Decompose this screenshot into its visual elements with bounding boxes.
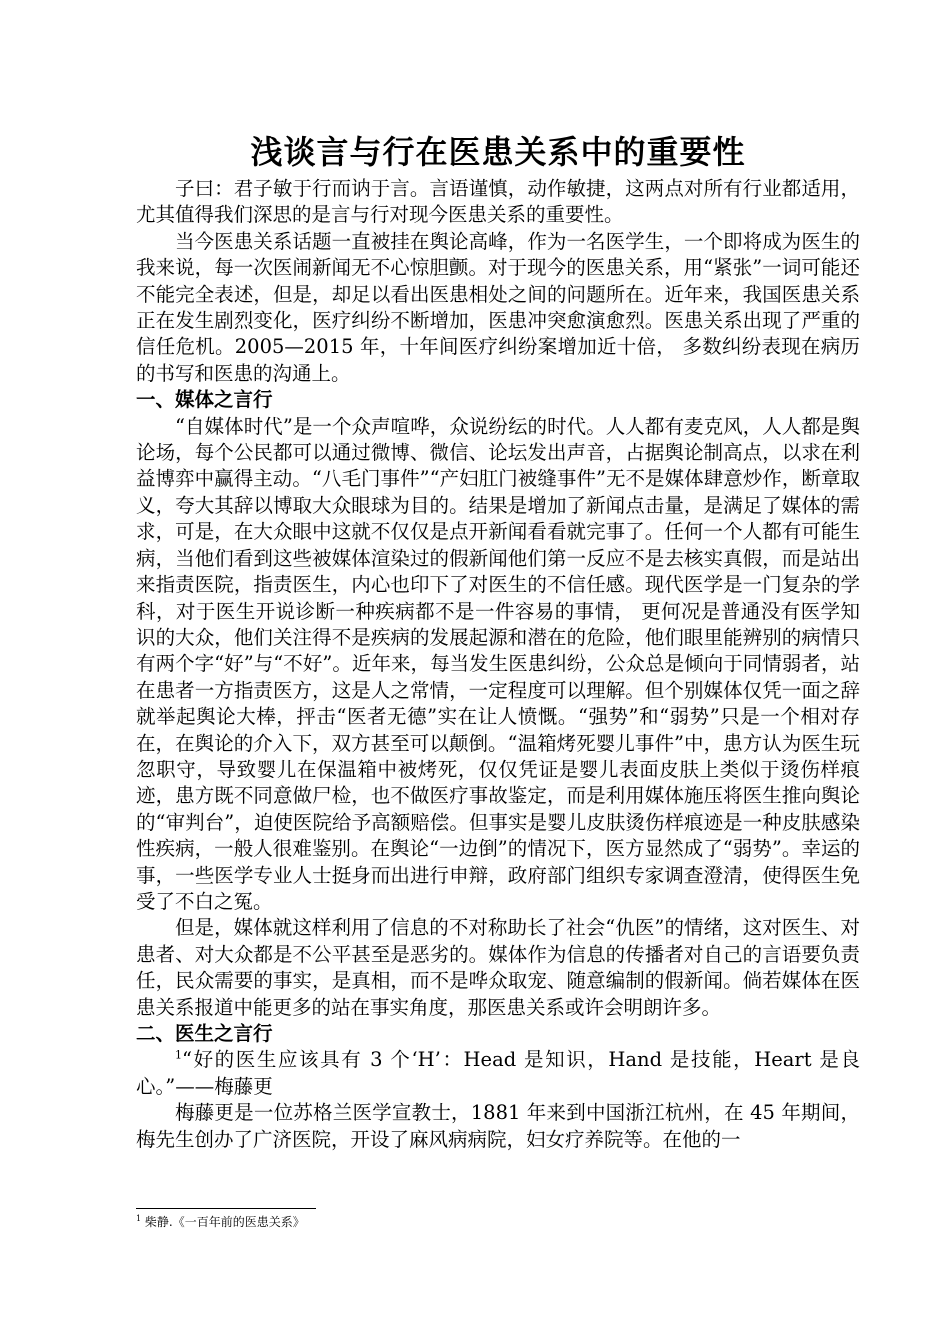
doctor-paragraph-1: 梅藤更是一位苏格兰医学宣教士，1881 年来到中国浙江杭州，在 45 年期间，梅先生创办了广济医院，开设了麻风病病院，妇女疗养院等。在他的一 (136, 1101, 860, 1151)
intro-paragraph-2: 当今医患关系话题一直被挂在舆论高峰，作为一名医学生，一个即将成为医生的我来说，每一次医闹新闻无不心惊胆颤。对于现今的医患关系，用“紧张”一词可能还不能完全表述，但是，却足以看出医患相处之间的问题所在。近年来，我国医患关系正在发生剧烈变化，医疗纠纷不断增加，医患冲突愈演愈烈。医患关系出现了严重的信任危机。2005—2015 年，十年间医疗纠纷案增加近十倍， 多数纠纷表现在病历的书写和医患的沟通上。 (136, 229, 860, 385)
section-heading-media: 一、媒体之言行 (136, 388, 273, 412)
section-heading-doctor: 二、医生之言行 (136, 1022, 273, 1045)
doctor-quote-paragraph (136, 1047, 860, 1100)
footnote-number: 1 (136, 1214, 142, 1223)
intro-paragraph-1: 子曰：君子敏于行而讷于言。言语谨慎，动作敏捷，这两点对所有行业都适用， 尤其值得我们深思的是言与行对现今医患关系的重要性。 (136, 177, 860, 227)
document-title: 浅谈言与行在医患关系中的重要性 (250, 133, 746, 171)
media-paragraph-1: “自媒体时代”是一个众声喧哗，众说纷纭的时代。人人都有麦克风，人人都是舆论场，每个公民都可以通过微博、微信、论坛发出声音，占据舆论制高点，以求在利益博弈中赢得主动。“八毛门事件”“产妇肛门被缝事件”无不是媒体肆意炒作，断章取义，夸大其辞以博取大众眼球为目的。结果是增加了新闻点击量，是满足了媒体的需求，可是，在大众眼中这就不仅仅是点开新闻看看就完事了。任何一个人都有可能生病，当他们看到这些被媒体渲染过的假新闻他们第一反应不是去核实真假，而是站出来指责医院，指责医生，内心也印下了对医生的不信任感。现代医学是一门复杂的学科，对于医生开说诊断一种疾病都不是一件容易的事情， 更何况是普通没有医学知识的大众，他们关注得不是疾病的发展起源和潜在的危险，他们眼里能辨别的病情只有两个字“好”与“不好”。近年来，每当发生医患纠纷，公众总是倾向于同情弱者，站在患者一方指责医方，这是人之常情，一定程度可以理解。但个别媒体仅凭一面之辞就举起舆论大棒，抨击“医者无德”实在让人愤慨。“强势”和“弱势”只是一个相对存在，在舆论的介入下，双方甚至可以颠倒。“温箱烤死婴儿事件”中，患方认为医生玩忽职守，导致婴儿在保温箱中被烤死，仅仅凭证是婴儿表面皮肤上类似于烫伤样痕迹，患方既不同意做尸检，也不做医疗事故鉴定，而是利用媒体施压将医生推向舆论的“审判台”，迫使医院给予高额赔偿。但事实是婴儿皮肤烫伤样痕迹是一种皮肤感染性疾病，一般人很难鉴别。在舆论“一边倒”的情况下，医方显然成了“弱势”。幸运的事，一些医学专业人士挺身而出进行申辩，政府部门组织专家调查澄清，使得医生免受了不白之冤。 (136, 414, 860, 913)
footnote-separator (136, 1208, 316, 1209)
footnote-text: 柴静.《一百年前的医患关系》 (144, 1215, 305, 1229)
footnote (136, 1213, 305, 1231)
document-page (136, 128, 860, 1153)
media-paragraph-2: 但是，媒体就这样利用了信息的不对称助长了社会“仇医”的情绪，这对医生、对患者、对大众都是不公平甚至是恶劣的。媒体作为信息的传播者对自己的言语要负责任，民众需要的事实，是真相，而不是哗众取宠、随意编制的假新闻。倘若媒体在医患关系报道中能更多的站在事实角度，那医患关系或许会明朗许多。 (136, 916, 860, 1019)
doctor-quote: “好的医生应该具有 3 个‘H’：Head 是知识，Hand 是技能，Heart 是良心。”——梅藤更 (136, 1048, 860, 1098)
footnote-reference: 1 (175, 1048, 182, 1062)
